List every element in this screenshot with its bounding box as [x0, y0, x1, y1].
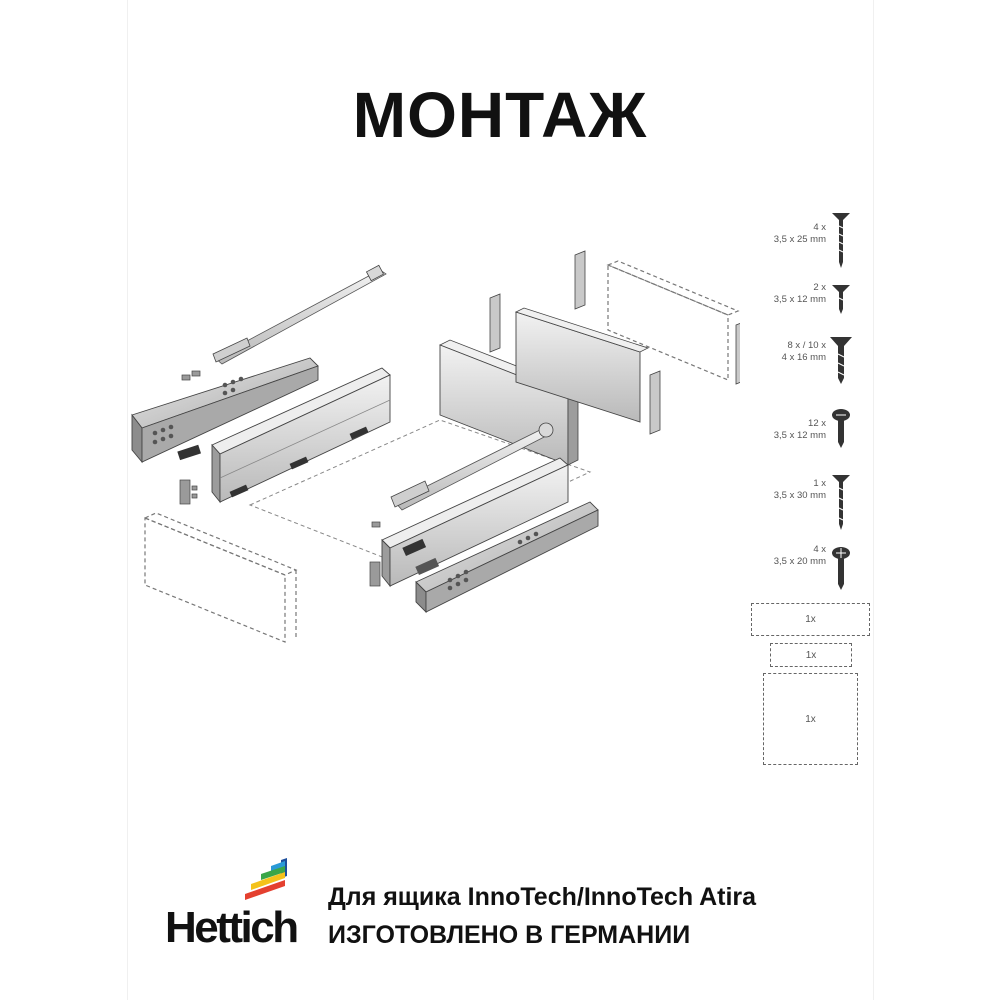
small-panel-icon: 1x — [770, 643, 852, 667]
screw-label: 4 x 3,5 x 25 mm — [773, 222, 826, 245]
countersunk-screw-short-icon — [830, 282, 852, 316]
page-title: МОНТАЖ — [352, 79, 648, 151]
screw-label: 2 x 3,5 x 12 mm — [773, 282, 826, 305]
brand-name: Hettich — [165, 903, 297, 952]
screw-label: 12 x 3,5 x 12 mm — [773, 418, 826, 441]
countersunk-screw-xlong-icon — [830, 472, 852, 532]
info-line-compatibility: Для ящика InnoTech/InnoTech Atira — [328, 883, 757, 911]
screw-label: 8 x / 10 x 4 x 16 mm — [781, 340, 826, 363]
countersunk-screw-medium-icon — [828, 334, 854, 386]
hettich-logo — [165, 858, 305, 950]
screw-label: 1 x 3,5 x 30 mm — [773, 478, 826, 501]
parts-list — [740, 200, 880, 780]
countersunk-screw-long-icon — [830, 210, 852, 270]
pan-head-screw-medium-icon — [829, 546, 853, 592]
front-panel-outline — [145, 518, 285, 642]
back-panel-icon: 1x — [751, 603, 870, 636]
bottom-panel-icon: 1x — [763, 673, 858, 765]
screw-label: 4 x 3,5 x 20 mm — [773, 544, 826, 567]
info-line-origin: ИЗГОТОВЛЕНО В ГЕРМАНИИ — [328, 921, 691, 949]
assembly-diagram — [120, 240, 740, 660]
product-info — [328, 878, 756, 954]
pan-head-screw-short-icon — [829, 408, 853, 450]
left-top-rail — [213, 265, 386, 364]
